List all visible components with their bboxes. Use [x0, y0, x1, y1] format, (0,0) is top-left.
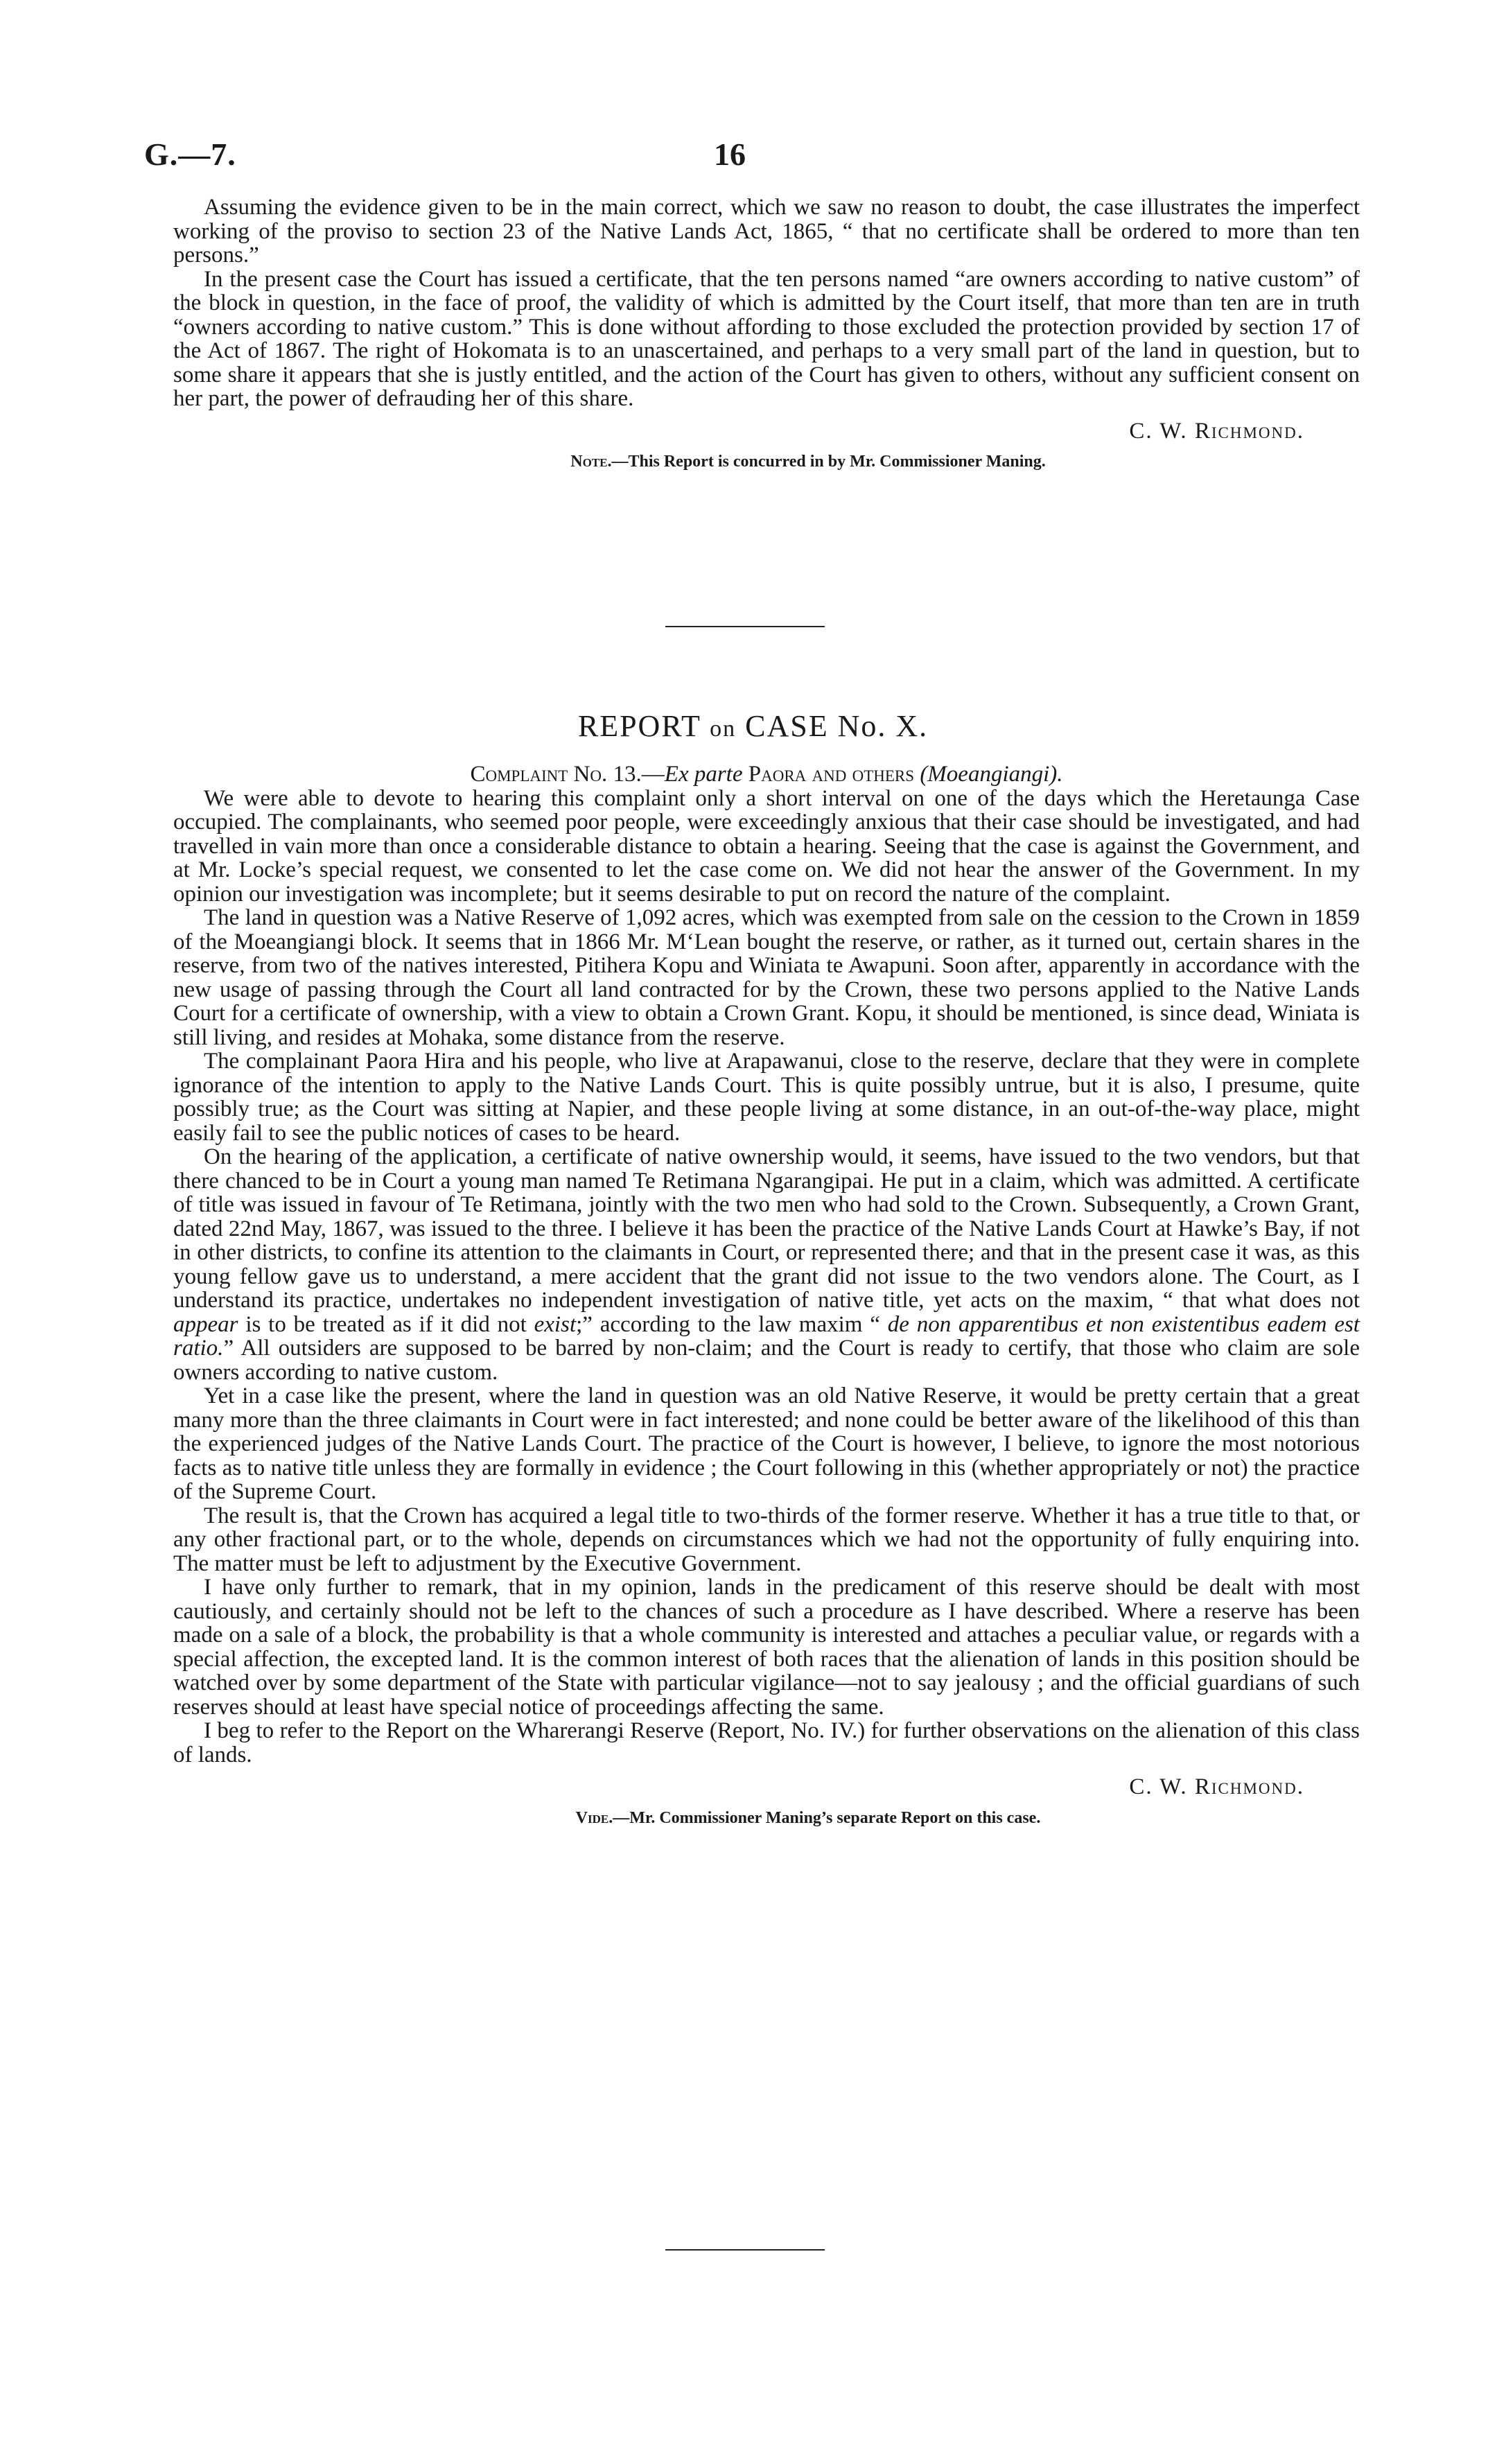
title-word: No. — [837, 709, 887, 743]
paragraph: Assuming the evidence given to be in the main correct, which we saw no reason to doubt, the case illustrates the imperfect working of the proviso to section 23 of the Native Lands Act, 1865, “ that no certificate shall be ordered to more than ten persons.” — [173, 195, 1360, 268]
paragraph: The complainant Paora Hira and his people, who live at Arapawanui, close to the reserve, declare that they were in complete ignorance of the intention to apply to the Native Lands Court. This is quite possibly untrue, but it is also, I presume, quite possibly true; as the Court was sitting at Napier, and these people living at some distance, in an out-of-the-way place, might easily fail to see the public notices of cases to be heard. — [173, 1049, 1360, 1146]
report-title — [0, 708, 1506, 744]
complaint-heading — [173, 762, 1360, 787]
title-word: REPORT — [577, 709, 701, 743]
vide-note — [173, 1806, 1360, 1830]
paragraph: Yet in a case like the present, where the land in question was an old Native Reserve, it would be pretty certain that a great many more than the three claimants in Court were in fact interested; and none could be better aware of the likelihood of this than the experienced judges of the Native Lands Court. The practice of the Court is however, I believe, to ignore the most notorious facts as to native title unless they are formally in evidence ; the Court following in this (whether appropriately or not) the practice of the Supreme Court. — [173, 1383, 1360, 1504]
complaint-parties: Paora and others — [742, 762, 920, 787]
concurrence-note — [173, 450, 1360, 474]
paragraph-text: ;” according to the law maxim “ — [576, 1311, 888, 1337]
note-text: —This Report is concurred in by Mr. Commissioner Maning. — [611, 453, 1046, 471]
signature: C. W. Richmond. — [1129, 418, 1304, 444]
paragraph: The land in question was a Native Reserve of 1,092 acres, which was exempted from sale on the cession to the Crown in 1859 of the Moeangiangi block. It seems that in 1866 Mr. M‘Lean bought the reserve, or rather, as it turned out, certain shares in the reserve, from two of the natives interested, Pitihera Kopu and Winiata te Awapuni. Soon after, apparently in accordance with the new usage of passing through the Court all land contracted for by the Crown, these two persons applied to the Native Lands Court for a certificate of ownership, with a view to obtain a Crown Grant. Kopu, it should be mentioned, is since dead, Winiata is still living, and resides at Mohaka, some distance from the reserve. — [173, 905, 1360, 1050]
complaint-place: (Moeangiangi). — [920, 762, 1063, 787]
latin-maxim: de non apparentibus et non existentibus eadem est ratio. — [173, 1311, 1360, 1361]
section-divider — [665, 626, 825, 627]
vide-label: Vide. — [575, 1808, 613, 1827]
vide-text: —Mr. Commissioner Maning’s separate Report on this case. — [613, 1808, 1041, 1827]
page-number: 16 — [714, 137, 746, 172]
complaint-ex-parte: Ex parte — [664, 762, 743, 787]
paragraph-text: ” All outsiders are supposed to be barred by non-claim; and the Court is ready to certify, that those who claim are sole owners according to native custom. — [173, 1336, 1360, 1385]
end-divider — [665, 2249, 825, 2251]
first-section — [173, 195, 1360, 474]
paragraph: In the present case the Court has issued a certificate, that the ten persons named “are owners according to native custom” of the block in question, in the face of proof, the validity of which is admitted by the Court itself, that more than ten are in truth “owners according to native custom.” This is done without affording to those excluded the protection provided by section 17 of the Act of 1867. The right of Hokomata is to an unascertained, and perhaps to a very small part of the land in question, but to some share it appears that she is justly entitled, and the action of the Court has given to others, without any sufficient consent on her part, the power of defrauding her of this share. — [173, 266, 1360, 411]
document-series-code: G.—7. — [144, 137, 236, 172]
italic-word: exist — [534, 1311, 577, 1337]
title-word: CASE — [745, 709, 829, 743]
report-body — [173, 762, 1360, 1830]
paragraph: I have only further to remark, that in my opinion, lands in the predicament of this reserve should be dealt with most cautiously, and certainly should not be left to the chances of such a procedure as I have described. Where a reserve has been made on a sale of a block, the probability is that a whole community is interested and attaches a peculiar value, or regards with a special affection, the excepted land. It is the common interest of both races that the alienation of lands in this position should be watched over by some department of the State with particular vigilance—not to say jealousy ; and the official guardians of such reserves should at least have special notice of proceedings affecting the same. — [173, 1575, 1360, 1720]
title-word: X. — [895, 709, 929, 743]
paragraph — [173, 1145, 1360, 1384]
paragraph-text: is to be treated as if it did not — [238, 1311, 534, 1337]
paragraph: We were able to devote to hearing this complaint only a short interval on one of the days which the Heretaunga Case occupied. The complainants, who seemed poor people, were exceedingly anxious that their case should be investigated, and had travelled in vain more than once a considerable distance to obtain a hearing. Seeing that the case is against the Government, and at Mr. Locke’s special request, we consented to let the case come on. We did not hear the answer of the Government. In my opinion our investigation was incomplete; but it seems desirable to put on record the nature of the complaint. — [173, 785, 1360, 907]
signature: C. W. Richmond. — [1129, 1774, 1304, 1799]
note-label: Note. — [570, 453, 612, 471]
paragraph-text: On the hearing of the application, a certificate of native ownership would, it seems, have issued to the two vendors, but that there chanced to be in Court a young man named Te Retimana Ngarangipai. He put in a claim, which was admitted. A certificate of title was issued in favour of Te Retimana, jointly with the two men who had sold to the Crown. Subsequently, a Crown Grant, dated 22nd May, 1867, was issued to the three. I believe it has been the practice of the Native Lands Court at Hawke’s Bay, if not in other districts, to confine its attention to the claimants in Court, or represented there; and that in the present case it was, as this young fellow gave us to understand, a mere accident that the grant did not issue to the two vendors alone. The Court, as I understand its practice, undertakes no independent investigation of native title, yet acts on the maxim, “ that what does not — [173, 1144, 1360, 1313]
complaint-prefix: Complaint No. 13.— — [470, 762, 665, 787]
italic-word: appear — [173, 1311, 238, 1337]
title-word: on — [710, 716, 737, 742]
paragraph: I beg to refer to the Report on the Wharerangi Reserve (Report, No. IV.) for further observations on the alienation of this class of lands. — [173, 1718, 1360, 1767]
paragraph: The result is, that the Crown has acquired a legal title to two-thirds of the former reserve. Whether it has a true title to that, or any other fractional part, or to the whole, depends on circumstances which we had not the opportunity of fully enquiring into. The matter must be left to adjustment by the Executive Government. — [173, 1503, 1360, 1576]
